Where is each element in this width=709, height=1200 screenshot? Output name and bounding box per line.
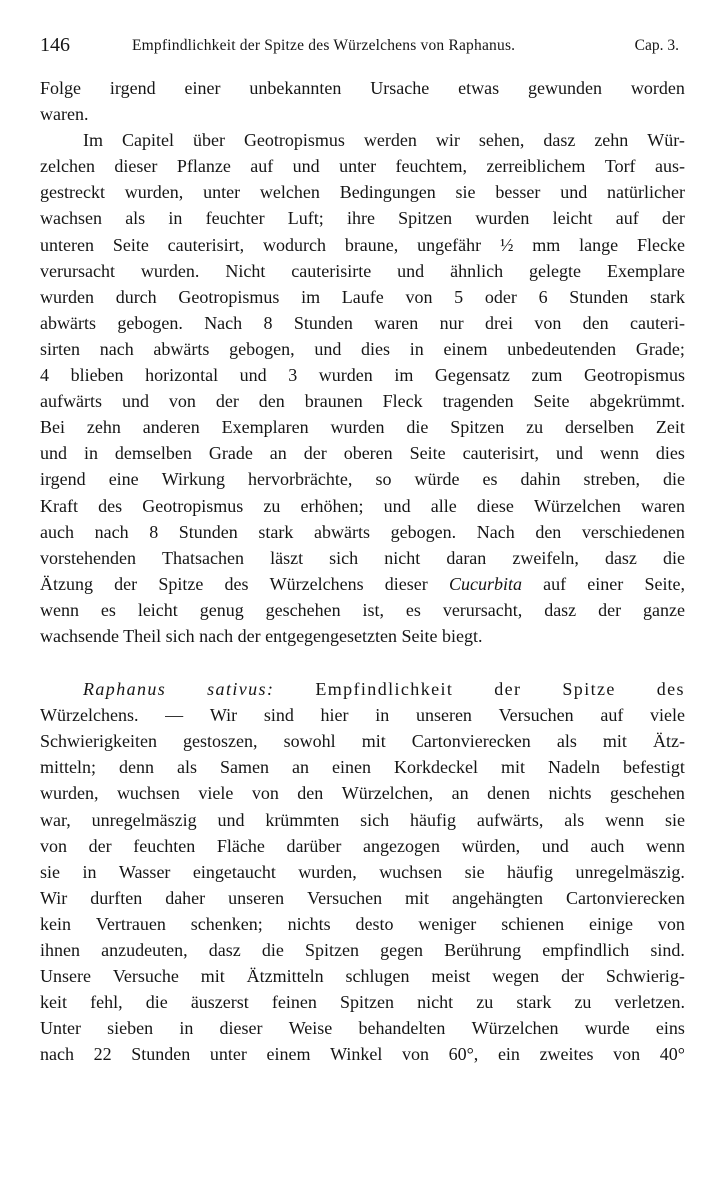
text-line: wenn es leicht genug geschehen ist, es verursacht, dasz der ganze: [40, 599, 685, 620]
text-line: sie in Wasser eingetaucht wurden, wuchsen sie häufig unregelmäszig.: [40, 861, 685, 882]
text-line: verursacht wurden. Nicht cauterisirte und ähnlich gelegte Exemplare: [40, 260, 685, 281]
text-line: ihnen anzudeuten, dasz die Spitzen gegen Berührung empfindlich sind.: [40, 940, 685, 960]
text-line: Unter sieben in dieser Weise behandelten Würzelchen wurde eins: [40, 1018, 685, 1039]
text-line: Ätzung der Spitze des Würzelchens dieser Cucurbita auf einer Seite,: [40, 573, 685, 594]
text-line: auch nach 8 Stunden stark abwärts gebogen. Nach den verschiedenen: [40, 521, 685, 542]
text-line: Im Capitel über Geotropismus werden wir sehen, dasz zehn Wür-: [83, 130, 685, 151]
text-line: Wir durften daher unseren Versuchen mit angehängten Cartonvierecken: [40, 887, 685, 908]
text-line: und in demselben Grade an der oberen Seite cauterisirt, und wenn dies: [40, 443, 685, 464]
text-line: vorstehenden Thatsachen läszt sich nicht daran zweifeln, dasz die: [40, 547, 685, 568]
chapter-label: Cap. 3.: [634, 37, 679, 54]
text-line: Unsere Versuche mit Ätzmitteln schlugen meist wegen der Schwierig-: [40, 966, 685, 987]
text-line: keit fehl, die äuszerst feinen Spitzen nicht zu stark zu verletzen.: [40, 992, 685, 1013]
text-line: aufwärts und von der den braunen Fleck tragenden Seite abgekrümmt.: [40, 391, 685, 412]
text-line: nach 22 Stunden unter einem Winkel von 60°, ein zweites von 40°: [40, 1044, 685, 1065]
text-line: Bei zehn anderen Exemplaren wurden die Spitzen zu derselben Zeit: [40, 417, 685, 438]
text-line: zelchen dieser Pflanze auf und unter feuchtem, zerreiblichem Torf aus-: [40, 156, 685, 177]
text-line: war, unregelmäszig und krümmten sich häufig aufwärts, als wenn sie: [40, 809, 685, 830]
text-line: von der feuchten Fläche darüber angezogen würden, und auch wenn: [40, 835, 685, 856]
section-gap: [40, 649, 685, 676]
text-line: Schwierigkeiten gestoszen, sowohl mit Cartonvierecken als mit Ätz-: [40, 731, 685, 752]
text-line: Kraft des Geotropismus zu erhöhen; und alle diese Würzelchen waren: [40, 495, 685, 516]
page-body: [40, 75, 685, 1067]
text-line: irgend eine Wirkung hervorbrächte, so würde es dahin streben, die: [40, 469, 685, 490]
text-line: waren.: [40, 104, 89, 125]
text-line: Würzelchens. — Wir sind hier in unseren Versuchen auf viele: [40, 705, 685, 726]
page-header: [40, 34, 685, 60]
text-line: wurden, wuchsen viele von den Würzelchen, an denen nichts geschehen: [40, 783, 685, 804]
text-line: wurden durch Geotropismus im Laufe von 5 oder 6 Stunden stark: [40, 286, 685, 307]
text-line: kein Vertrauen schenken; nichts desto weniger schienen einige von: [40, 913, 685, 934]
text-line: 4 blieben horizontal und 3 wurden im Gegensatz zum Geotropismus: [40, 365, 685, 386]
text-line: Folge irgend einer unbekannten Ursache etwas gewunden worden: [40, 78, 685, 98]
paragraph-raphanus-section: [40, 676, 685, 1067]
text-line: wachsende Theil sich nach der entgegengesetzten Seite biegt.: [40, 625, 483, 646]
text-line: sirten nach abwärts gebogen, und dies in einem unbedeutenden Grade;: [40, 338, 685, 359]
page-number: 146: [40, 34, 70, 56]
text-line: mitteln; denn als Samen an einen Korkdeckel mit Nadeln befestigt: [40, 757, 685, 778]
text-line: unteren Seite cauterisirt, wodurch braune, ungefähr ½ mm lange Flecke: [40, 234, 685, 255]
text-line: abwärts gebogen. Nach 8 Stunden waren nur drei von den cauteri-: [40, 312, 685, 333]
running-title: Empfindlichkeit der Spitze des Würzelchens von Raphanus.: [132, 37, 516, 54]
text-line: wachsen als in feuchter Luft; ihre Spitzen wurden leicht auf der: [40, 208, 685, 229]
text-line: Raphanus sativus: Empfindlichkeit der Spitze des: [83, 679, 685, 700]
text-line: gestreckt wurden, unter welchen Bedingungen sie besser und natürlicher: [40, 182, 685, 203]
paragraph-continuation: [40, 75, 685, 127]
paragraph-cucurbita-cauterisation: [40, 127, 685, 649]
